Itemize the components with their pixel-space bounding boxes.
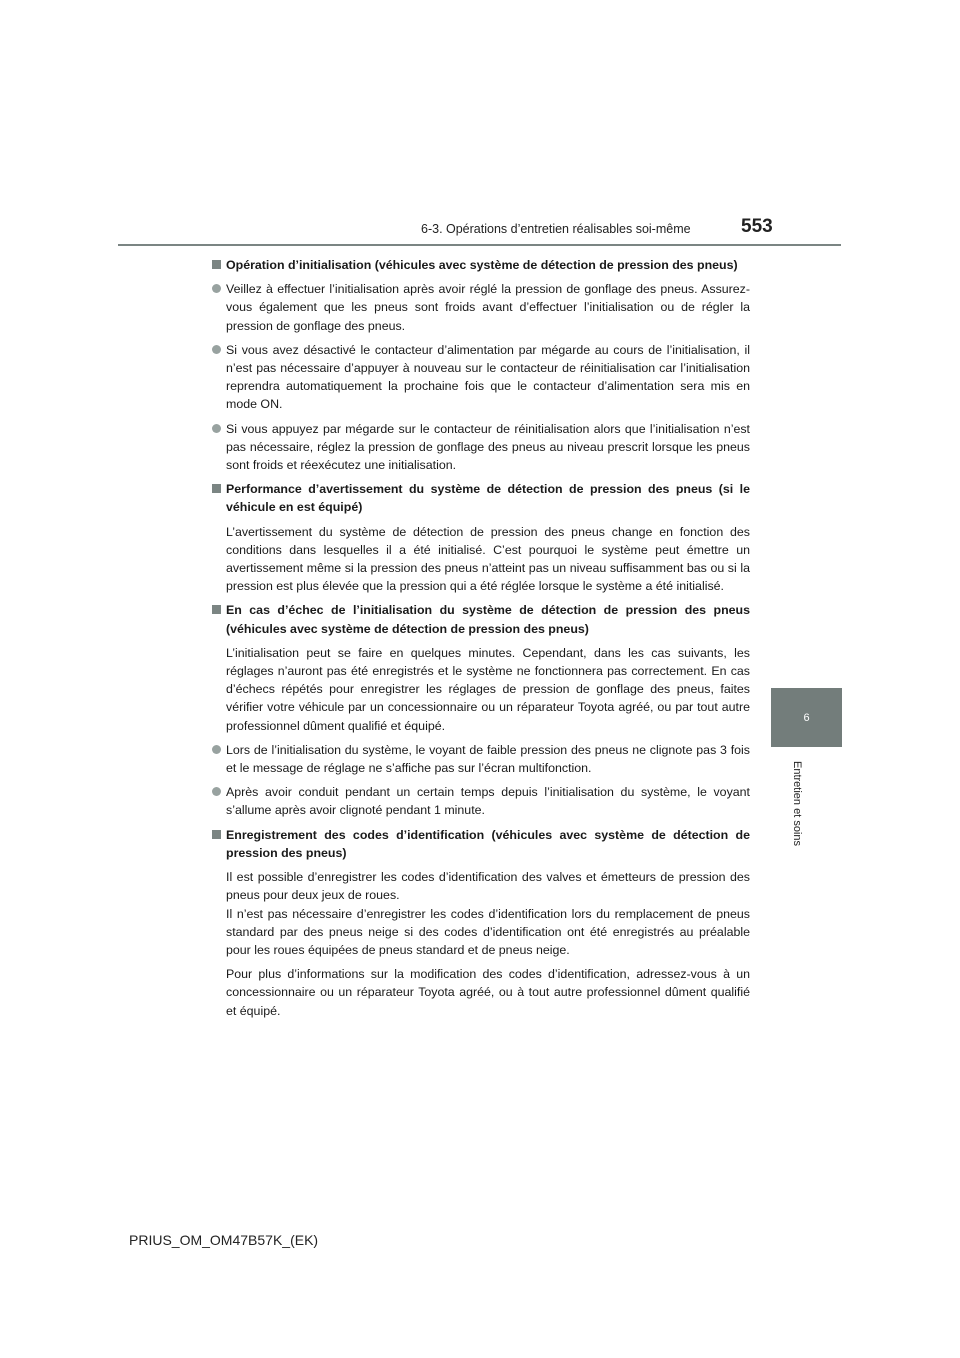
circle-bullet-icon (212, 345, 221, 354)
section-initialisation (212, 256, 750, 474)
page-number: 553 (741, 216, 773, 237)
square-bullet-icon (212, 260, 221, 269)
bullet-item: Si vous avez désactivé le contacteur d’alimentation par mégarde au cours de l’initialisation, il n’est pas nécessaire d’appuyer à nouveau sur le contacteur de réinitialisation car l’initialisation reprendra automatiquement la prochaine fois que le contacteur d’alimentation sera mis en mode ON. (212, 341, 750, 414)
bullet-item: Après avoir conduit pendant un certain temps depuis l’initialisation du système, le voyant s’allume après avoir clignoté pendant 1 minute. (212, 783, 750, 819)
chapter-tab (771, 688, 842, 747)
circle-bullet-icon (212, 787, 221, 796)
paragraph: L’avertissement du système de détection de pression des pneus change en fonction des conditions dans lesquelles il a été initialisé. C’est pourquoi le système peut émettre un avertissement même si la pression des pneus n’atteint pas un niveau suffisamment bas ou si la pression est plus élevée que la pression qui a été réglée lorsque le système a été initialisé. (226, 524, 750, 594)
page-content (212, 256, 750, 1026)
circle-bullet-icon (212, 424, 221, 433)
section-title: Performance d’avertissement du système de détection de pression des pneus (si le véhicule en est équipé) (212, 480, 750, 516)
section-warning-performance (212, 480, 750, 595)
document-id: PRIUS_OM_OM47B57K_(EK) (129, 1232, 319, 1248)
header-divider (118, 244, 841, 246)
section-initialisation-failure (212, 601, 750, 819)
square-bullet-icon (212, 484, 221, 493)
section-title: En cas d’échec de l’initialisation du système de détection de pression des pneus (véhicules avec système de détection de pression des pneus) (212, 601, 750, 637)
paragraph: L’initialisation peut se faire en quelques minutes. Cependant, dans les cas suivants, les réglages n’auront pas été enregistrés et le système ne fonctionnera pas correctement. En cas d’échecs répétés pour enregistrer les réglages de pression de gonflage des pneus, faites vérifier votre véhicule par un concessionnaire ou un réparateur Toyota agréé, ou par tout autre professionnel dûment qualifié et équipé. (226, 645, 750, 733)
paragraph: Pour plus d’informations sur la modification des codes d’identification, adressez-vous à un concessionnaire ou un réparateur Toyota agréé, ou à tout autre professionnel dûment qualifié et équipé. (226, 967, 750, 1018)
circle-bullet-icon (212, 745, 221, 754)
square-bullet-icon (212, 830, 221, 839)
section-title: Opération d’initialisation (véhicules avec système de détection de pression des pneus) (212, 256, 750, 274)
chapter-label: Entretien et soins (791, 761, 803, 846)
chapter-number: 6 (803, 711, 810, 724)
section-id-code-registration (212, 826, 750, 1020)
paragraph: Il est possible d’enregistrer les codes d’identification des valves et émetteurs de pression des pneus pour deux jeux de roues. Il n’est pas nécessaire d’enregistrer les codes d’identification lors du remplacement de pneus standard par des pneus neige si des codes d’identification ont été enregistrés au préalable pour les roues équipées de pneus standard et de pneus neige. (226, 870, 750, 957)
circle-bullet-icon (212, 284, 221, 293)
square-bullet-icon (212, 605, 221, 614)
bullet-item: Si vous appuyez par mégarde sur le contacteur de réinitialisation alors que l’initialisation n’est pas nécessaire, réglez la pression de gonflage des pneus au niveau prescrit lorsque les pneus sont froids et réexécutez une initialisation. (212, 420, 750, 475)
bullet-item: Lors de l’initialisation du système, le voyant de faible pression des pneus ne clignote pas 3 fois et le message de réglage ne s’affiche pas sur l’écran multifonction. (212, 741, 750, 777)
bullet-item: Veillez à effectuer l’initialisation après avoir réglé la pression de gonflage des pneus. Assurez-vous également que les pneus sont froids avant d’effectuer l’initialisation ou de régler la pression de gonflage des pneus. (212, 280, 750, 335)
section-header: 6-3. Opérations d’entretien réalisables soi-même (421, 222, 691, 236)
section-title: Enregistrement des codes d’identification (véhicules avec système de détection de pression des pneus) (212, 826, 750, 862)
